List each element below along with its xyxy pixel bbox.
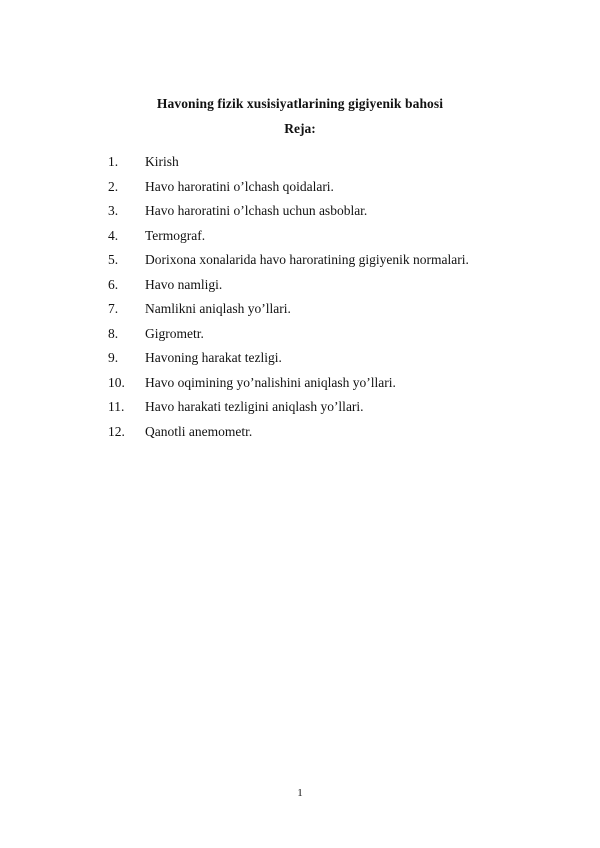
plan-item <box>108 325 548 350</box>
plan-item-number: 6. <box>108 276 119 292</box>
plan-item-number: 9. <box>108 350 119 365</box>
plan-item-text: Havo namligi. <box>145 276 223 292</box>
plan-item-number: 12. <box>108 423 125 439</box>
plan-item <box>108 178 548 203</box>
plan-item <box>108 398 548 423</box>
plan-item-text: Havo harakati tezligini aniqlash yo’llari. <box>145 399 364 414</box>
plan-item-number: 3. <box>108 203 119 218</box>
plan-item <box>108 153 548 178</box>
plan-item-text: Termograf. <box>145 227 206 243</box>
plan-item-number: 1. <box>108 154 119 169</box>
plan-item-text: Dorixona xonalarida havo haroratining gigiyenik normalari. <box>145 252 469 267</box>
plan-item-number: 4. <box>108 227 119 243</box>
document-title: Havoning fizik xusisiyatlarining gigiyenik bahosi <box>156 96 444 111</box>
plan-item <box>108 227 548 252</box>
plan-item-text: Havo oqimining yo’nalishini aniqlash yo’llari. <box>145 374 396 390</box>
plan-item-number: 11. <box>108 399 125 414</box>
plan-item-text: Qanotli anemometr. <box>145 423 253 439</box>
plan-item <box>108 202 548 227</box>
plan-item-text: Gigrometr. <box>145 325 204 341</box>
plan-heading: Reja: <box>284 121 316 136</box>
plan-item-number: 10. <box>108 374 125 390</box>
plan-list <box>108 153 548 447</box>
plan-item <box>108 374 548 399</box>
plan-item <box>108 300 548 325</box>
plan-item <box>108 276 548 301</box>
plan-item <box>108 251 548 276</box>
plan-item-text: Havoning harakat tezligi. <box>145 350 282 365</box>
plan-item-number: 7. <box>108 301 119 316</box>
plan-item-number: 8. <box>108 325 119 341</box>
plan-item-text: Havo haroratini o’lchash uchun asboblar. <box>145 203 368 218</box>
plan-item-text: Namlikni aniqlash yo’llari. <box>145 301 291 316</box>
plan-item-text: Kirish <box>145 154 179 169</box>
plan-item <box>108 423 548 448</box>
plan-item-number: 2. <box>108 178 119 194</box>
plan-item-text: Havo haroratini o’lchash qoidalari. <box>145 178 334 194</box>
page-number: 1 <box>297 787 303 799</box>
plan-item-number: 5. <box>108 252 119 267</box>
plan-item <box>108 349 548 374</box>
